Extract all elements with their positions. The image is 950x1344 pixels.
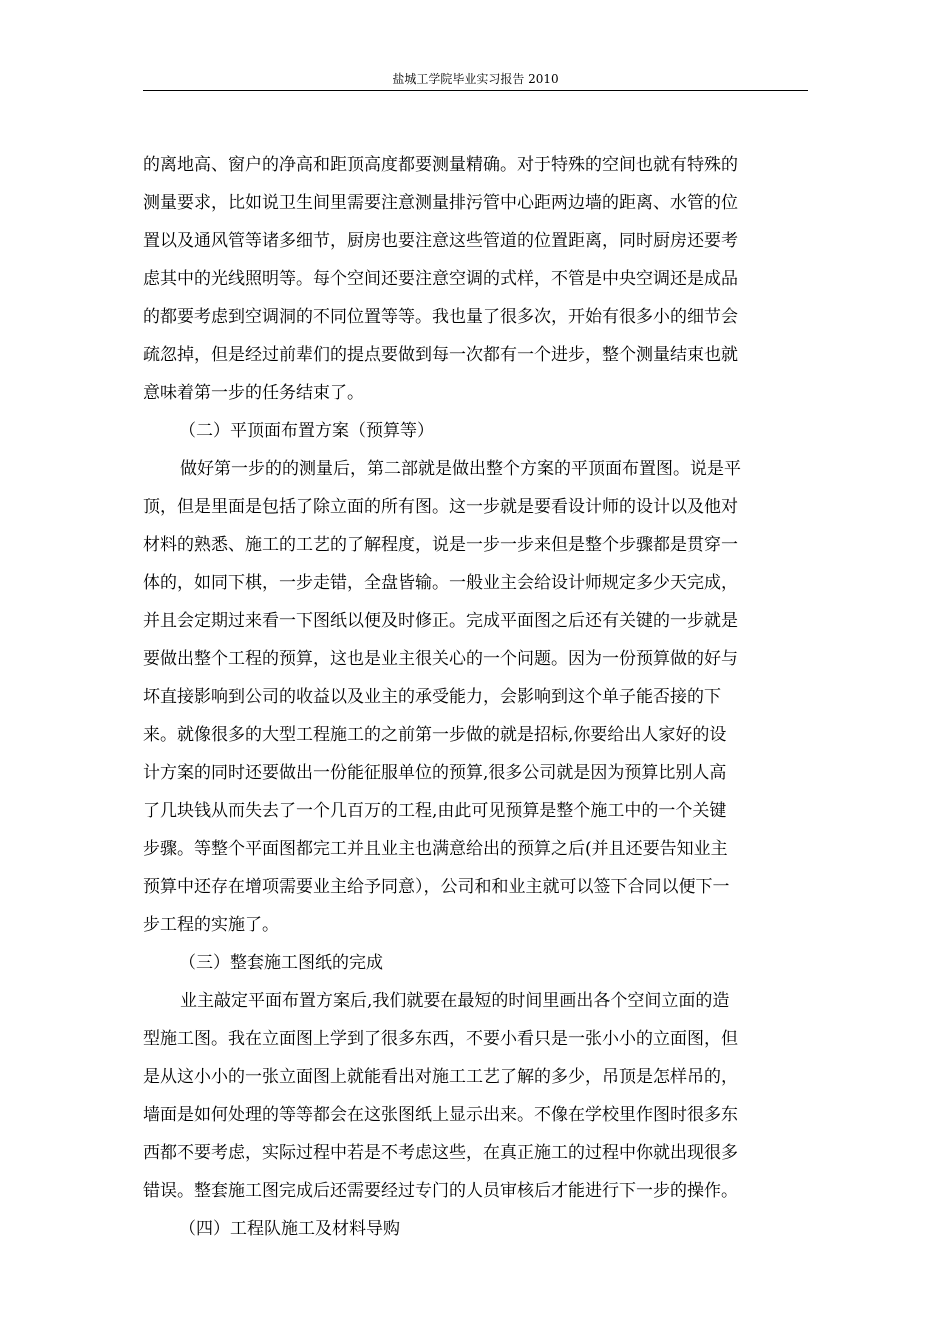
text-line: 要做出整个工程的预算，这也是业主很关心的一个问题。因为一份预算做的好与: [143, 649, 738, 669]
text-line: 并且会定期过来看一下图纸以便及时修正。完成平面图之后还有关键的一步就是: [143, 611, 738, 631]
text-line: 步骤。等整个平面图都完工并且业主也满意给出的预算之后(并且还要告知业主: [143, 839, 728, 859]
text-line: 来。就像很多的大型工程施工的之前第一步做的就是招标,你要给出人家好的设: [143, 725, 727, 745]
text-line: 材料的熟悉、施工的工艺的了解程度，说是一步一步来但是整个步骤都是贯穿一: [143, 535, 738, 555]
text-line: 坏直接影响到公司的收益以及业主的承受能力，会影响到这个单子能否接的下: [143, 687, 721, 707]
section-heading: （二）平顶面布置方案（预算等）: [179, 421, 434, 441]
page-header: [143, 72, 808, 91]
text-line: 了几块钱从而失去了一个几百万的工程,由此可见预算是整个施工中的一个关键: [143, 801, 727, 821]
section-heading: （四）工程队施工及材料导购: [179, 1219, 400, 1239]
text-line: 墙面是如何处理的等等都会在这张图纸上显示出来。不像在学校里作图时很多东: [143, 1105, 738, 1125]
text-line: 计方案的同时还要做出一份能征服单位的预算,很多公司就是因为预算比别人高: [143, 763, 727, 783]
text-line: 步工程的实施了。: [143, 915, 279, 935]
text-line: 的离地高、窗户的净高和距顶高度都要测量精确。对于特殊的空间也就有特殊的: [143, 155, 738, 175]
paragraph-first-line: 做好第一步的的测量后，第二部就是做出整个方案的平顶面布置图。说是平: [180, 459, 741, 479]
text-line: 顶，但是里面是包括了除立面的所有图。这一步就是要看设计师的设计以及他对: [143, 497, 738, 517]
text-line: 虑其中的光线照明等。每个空间还要注意空调的式样，不管是中央空调还是成品: [143, 269, 738, 289]
paragraph-first-line: 业主敲定平面布置方案后,我们就要在最短的时间里画出各个空间立面的造: [180, 991, 730, 1011]
text-line: 错误。整套施工图完成后还需要经过专门的人员审核后才能进行下一步的操作。: [143, 1181, 738, 1201]
text-line: 测量要求，比如说卫生间里需要注意测量排污管中心距两边墙的距离、水管的位: [143, 193, 738, 213]
text-line: 的都要考虑到空调洞的不同位置等等。我也量了很多次，开始有很多小的细节会: [143, 307, 738, 327]
text-line: 西都不要考虑，实际过程中若是不考虑这些，在真正施工的过程中你就出现很多: [143, 1143, 738, 1163]
text-line: 型施工图。我在立面图上学到了很多东西，不要小看只是一张小小的立面图，但: [143, 1029, 738, 1049]
header-title: 盐城工学院毕业实习报告 2010: [392, 72, 559, 86]
section-heading: （三）整套施工图纸的完成: [179, 953, 383, 973]
text-line: 疏忽掉，但是经过前辈们的提点要做到每一次都有一个进步，整个测量结束也就: [143, 345, 738, 365]
text-line: 置以及通风管等诸多细节，厨房也要注意这些管道的位置距离，同时厨房还要考: [143, 231, 738, 251]
text-line: 意味着第一步的任务结束了。: [143, 383, 364, 403]
text-line: 是从这小小的一张立面图上就能看出对施工工艺了解的多少，吊顶是怎样吊的，: [143, 1067, 738, 1087]
document-body: [143, 146, 815, 1248]
text-line: 预算中还存在增项需要业主给予同意），公司和和业主就可以签下合同以便下一: [143, 877, 730, 897]
text-line: 体的，如同下棋，一步走错，全盘皆输。一般业主会给设计师规定多少天完成，: [143, 573, 738, 593]
